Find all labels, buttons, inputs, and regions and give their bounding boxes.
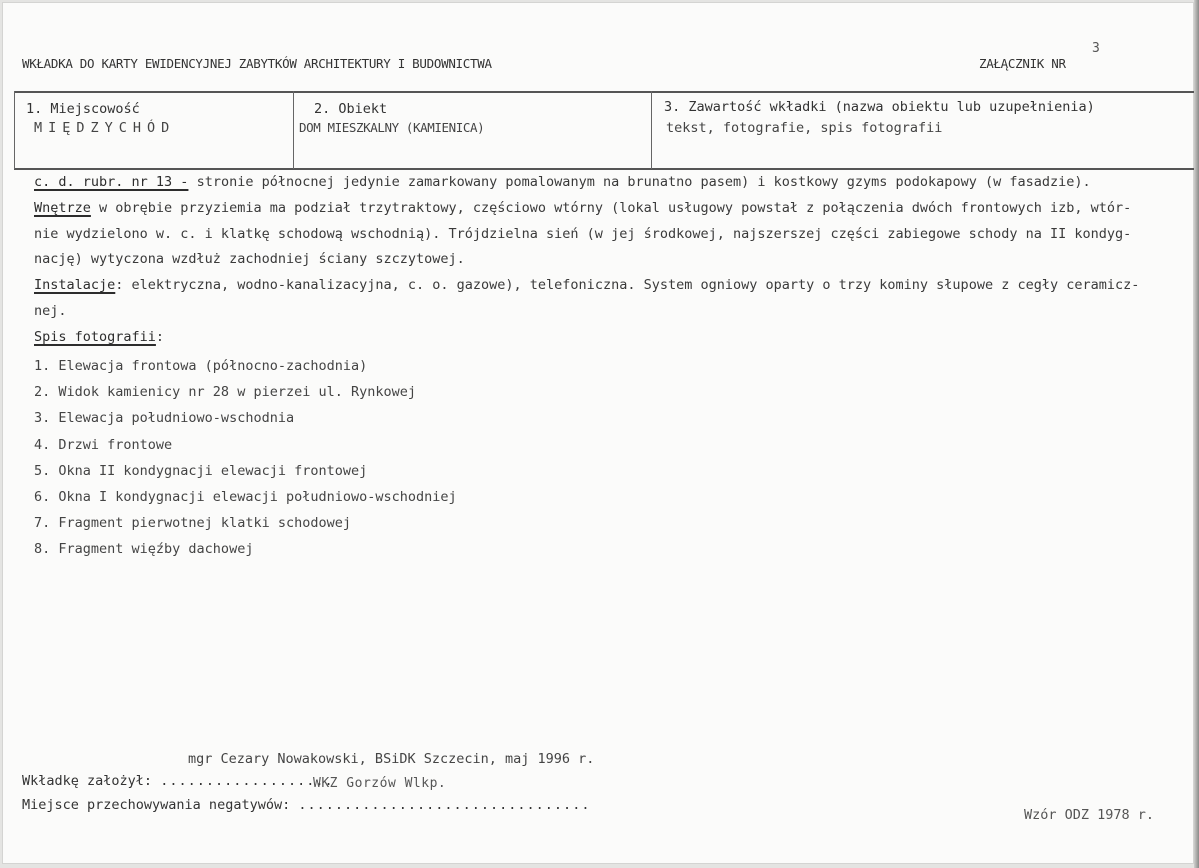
section-heading-installations: Instalacje [34,277,116,294]
description-text [34,170,1184,351]
list-item: 3. Elewacja południowo-wschodnia [34,410,295,427]
locality-value: MIĘDZYCHÓD [34,120,176,136]
section-heading-continuation: c. d. rubr. nr 13 - [34,174,189,190]
list-item: 7. Fragment pierwotnej klatki schodowej [34,515,351,532]
column-divider-1 [293,91,294,169]
list-item: 6. Okna I kondygnacji elewacji południowo-wschodniej [34,489,457,506]
contents-label: 3. Zawartość wkładki (nazwa obiektu lub uzupełnienia) [664,99,1095,115]
description-line: nie wydzielono w. c. i klatkę schodową wschodnią). Trójdzielna sień (w jej środkowej, najszerszej części zabiegowe schody na II kondyg- [34,225,1132,242]
author-line: mgr Cezary Nowakowski, BSiDK Szczecin, maj 1996 r. [188,751,595,767]
photo-list-heading: Spis fotografii: [34,328,165,345]
card-edge [1194,0,1199,868]
founded-dots: ................... [160,773,334,789]
stamp-text: WKZ Gorzów Wlkp. [313,776,447,791]
header-rule-top [14,91,1194,93]
founded-label: Wkładkę założył: [22,773,153,789]
list-item: 5. Okna II kondygnacji elewacji frontowej [34,462,368,479]
form-version: Wzór ODZ 1978 r. [1024,807,1155,823]
list-item: 1. Elewacja frontowa (północno-zachodnia) [34,358,368,374]
description-line: nej. [34,302,67,319]
column-divider-2 [651,91,652,169]
photo-list [34,353,457,563]
object-value: DOM MIESZKALNY (KAMIENICA) [299,120,485,135]
negatives-dots: ................................ [298,797,591,813]
column-divider-left [14,91,15,169]
form-title: WKŁADKA DO KARTY EWIDENCYJNEJ ZABYTKÓW ARCHITEKTURY I BUDOWNICTWA [22,56,492,71]
negatives-field [22,797,590,813]
description-line: nację) wytyczona wzdłuż zachodniej ściany szczytowej. [34,251,465,268]
list-item: 2. Widok kamienicy nr 28 w pierzei ul. Rynkowej [34,384,417,401]
list-item: 8. Fragment więźby dachowej [34,541,254,558]
object-label: 2. Obiekt [314,101,388,117]
list-item: 4. Drzwi frontowe [34,436,173,453]
description-line: Wnętrze w obrębie przyziemia ma podział trzytraktowy, częściowo wtórny (lokal usługowy powstał z połączenia dwóch frontowych izb, wtór- [34,199,1132,216]
annex-number: 3 [1092,41,1100,56]
founded-field [22,773,334,789]
annex-label: ZAŁĄCZNIK NR [979,56,1066,71]
description-line: c. d. rubr. nr 13 - stronie północnej jedynie zamarkowany pomalowanym na brunatno pasem) i kostkowy gzyms podokapowy (w fasadzie). [34,174,1091,190]
locality-label: 1. Miejscowość [26,101,140,117]
negatives-label: Miejsce przechowywania negatywów: [22,797,291,813]
description-line: Instalacje: elektryczna, wodno-kanalizacyjna, c. o. gazowe), telefoniczna. System ogniowy oparty o trzy kominy słupowe z cegły ceramicz- [34,277,1140,294]
contents-value: tekst, fotografie, spis fotografii [666,120,943,136]
section-heading-interior: Wnętrze [34,199,91,216]
